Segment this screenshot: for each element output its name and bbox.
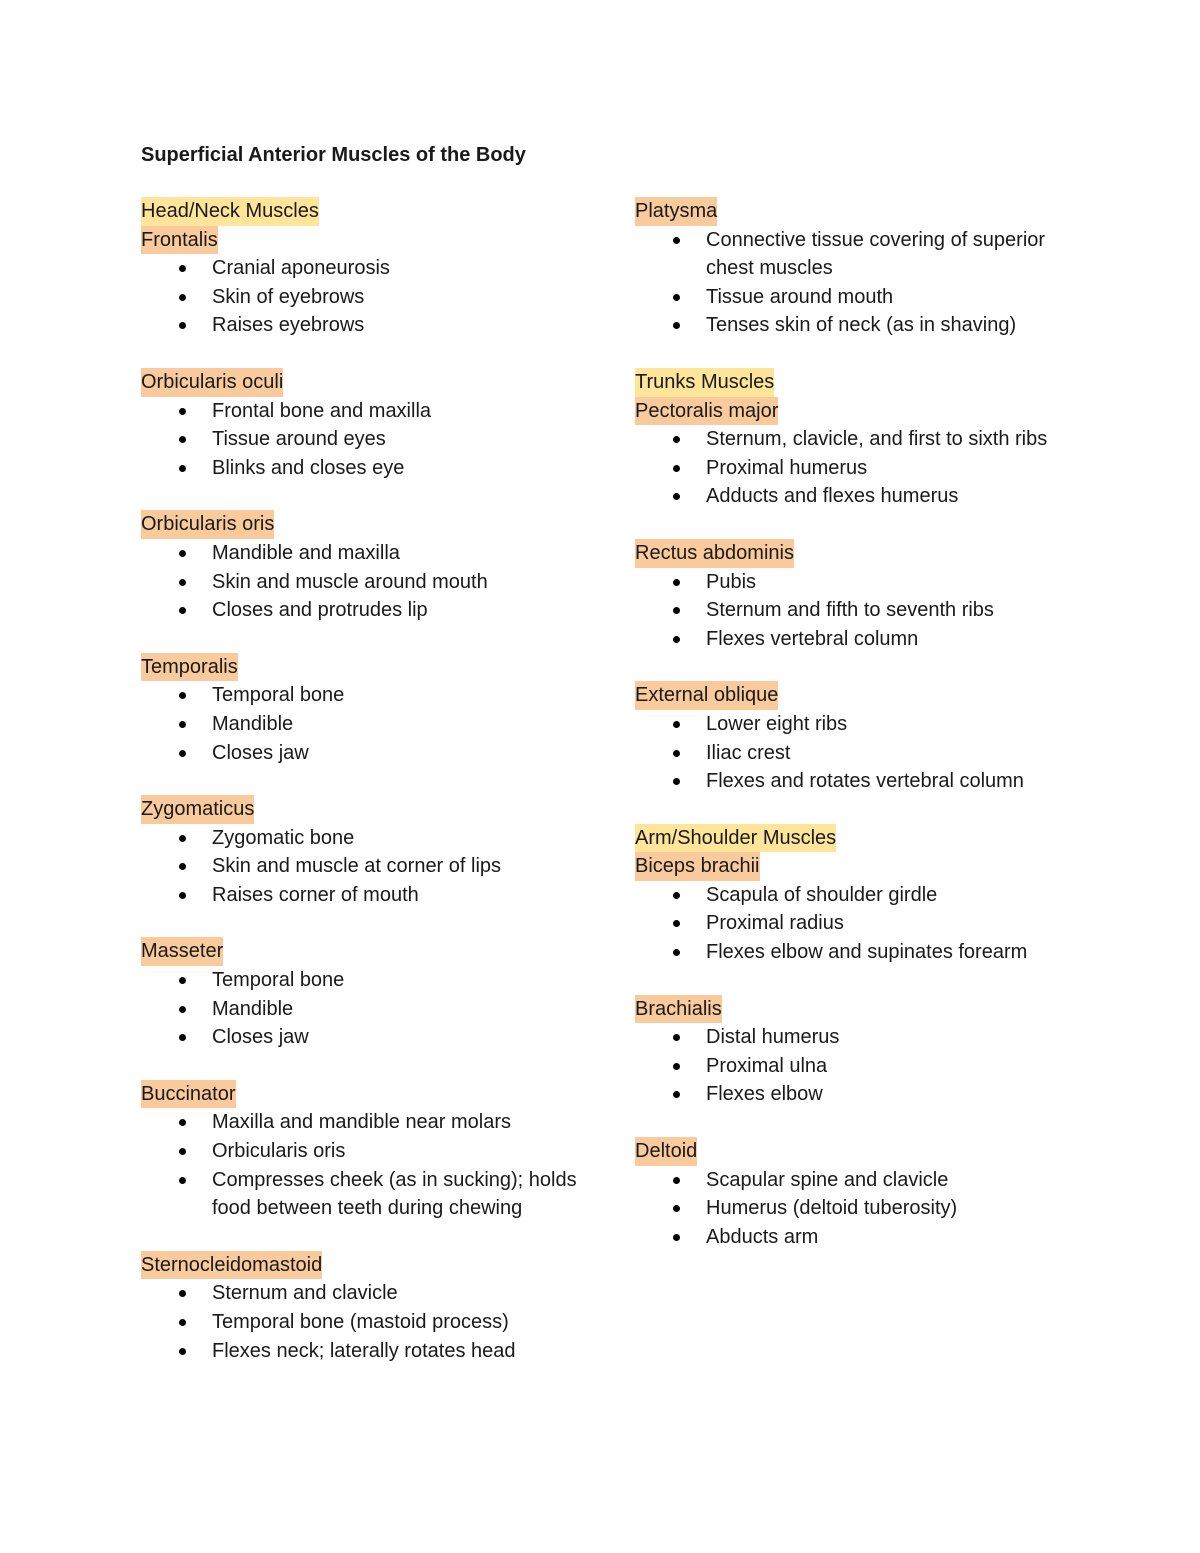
muscle-name-line bbox=[635, 197, 1075, 226]
muscle-name: Orbicularis oculi bbox=[141, 368, 283, 397]
muscle-name: Pectoralis major bbox=[635, 397, 778, 426]
muscle-name: Sternocleidomastoid bbox=[141, 1251, 322, 1280]
muscle-name-line bbox=[141, 1080, 581, 1109]
muscle-name-line bbox=[635, 995, 1075, 1024]
left-column bbox=[141, 197, 581, 1393]
list-item: Skin of eyebrows bbox=[141, 283, 581, 312]
muscle-block-zygomaticus bbox=[141, 795, 581, 909]
muscle-name-line bbox=[141, 937, 581, 966]
muscle-name-line bbox=[635, 681, 1075, 710]
list-item: Abducts arm bbox=[635, 1223, 1075, 1252]
muscle-name: Brachialis bbox=[635, 995, 722, 1024]
muscle-name-line bbox=[141, 226, 581, 255]
muscle-name: Zygomaticus bbox=[141, 795, 254, 824]
muscle-block-sternocleidomastoid bbox=[141, 1251, 581, 1365]
list-item: Scapula of shoulder girdle bbox=[635, 881, 1075, 910]
list-item: Zygomatic bone bbox=[141, 824, 581, 853]
list-item: Orbicularis oris bbox=[141, 1137, 581, 1166]
muscle-name: Frontalis bbox=[141, 226, 218, 255]
section-heading-line bbox=[635, 368, 1075, 397]
fact-list bbox=[635, 226, 1075, 340]
fact-list bbox=[635, 881, 1075, 967]
fact-list bbox=[141, 539, 581, 625]
list-item: Humerus (deltoid tuberosity) bbox=[635, 1194, 1075, 1223]
muscle-name: External oblique bbox=[635, 681, 778, 710]
list-item: Tenses skin of neck (as in shaving) bbox=[635, 311, 1075, 340]
muscle-block-orbicularis-oculi bbox=[141, 368, 581, 482]
muscle-name: Deltoid bbox=[635, 1137, 697, 1166]
muscle-block-biceps-brachii bbox=[635, 824, 1075, 967]
list-item: Connective tissue covering of superior chest muscles bbox=[635, 226, 1075, 283]
muscle-name: Platysma bbox=[635, 197, 717, 226]
muscle-name: Buccinator bbox=[141, 1080, 236, 1109]
muscle-name-line bbox=[141, 510, 581, 539]
list-item: Skin and muscle at corner of lips bbox=[141, 852, 581, 881]
muscle-name-line bbox=[635, 852, 1075, 881]
list-item: Flexes neck; laterally rotates head bbox=[141, 1337, 581, 1366]
muscle-name: Rectus abdominis bbox=[635, 539, 794, 568]
muscle-name-line bbox=[141, 368, 581, 397]
muscle-block-deltoid bbox=[635, 1137, 1075, 1251]
list-item: Temporal bone bbox=[141, 966, 581, 995]
muscle-name-line bbox=[141, 653, 581, 682]
muscle-name: Biceps brachii bbox=[635, 852, 760, 881]
muscle-block-brachialis bbox=[635, 995, 1075, 1109]
list-item: Temporal bone bbox=[141, 681, 581, 710]
list-item: Proximal radius bbox=[635, 909, 1075, 938]
list-item: Blinks and closes eye bbox=[141, 454, 581, 483]
list-item: Distal humerus bbox=[635, 1023, 1075, 1052]
list-item: Pubis bbox=[635, 568, 1075, 597]
list-item: Proximal ulna bbox=[635, 1052, 1075, 1081]
list-item: Mandible and maxilla bbox=[141, 539, 581, 568]
list-item: Flexes elbow bbox=[635, 1080, 1075, 1109]
muscle-block-pectoralis-major bbox=[635, 368, 1075, 511]
list-item: Mandible bbox=[141, 995, 581, 1024]
muscle-name-line bbox=[635, 397, 1075, 426]
muscle-block-orbicularis-oris bbox=[141, 510, 581, 624]
list-item: Adducts and flexes humerus bbox=[635, 482, 1075, 511]
fact-list bbox=[141, 1108, 581, 1222]
right-column bbox=[635, 197, 1075, 1279]
list-item: Mandible bbox=[141, 710, 581, 739]
list-item: Skin and muscle around mouth bbox=[141, 568, 581, 597]
muscle-name: Masseter bbox=[141, 937, 223, 966]
fact-list bbox=[141, 397, 581, 483]
muscle-name-line bbox=[141, 795, 581, 824]
muscle-name: Temporalis bbox=[141, 653, 238, 682]
list-item: Tissue around eyes bbox=[141, 425, 581, 454]
muscle-block-masseter bbox=[141, 937, 581, 1051]
fact-list bbox=[141, 1279, 581, 1365]
list-item: Temporal bone (mastoid process) bbox=[141, 1308, 581, 1337]
muscle-block-platysma bbox=[635, 197, 1075, 340]
fact-list bbox=[141, 824, 581, 910]
section-heading-line bbox=[635, 824, 1075, 853]
list-item: Sternum and fifth to seventh ribs bbox=[635, 596, 1075, 625]
section-heading: Head/Neck Muscles bbox=[141, 197, 319, 226]
list-item: Raises eyebrows bbox=[141, 311, 581, 340]
fact-list bbox=[141, 681, 581, 767]
list-item: Cranial aponeurosis bbox=[141, 254, 581, 283]
list-item: Raises corner of mouth bbox=[141, 881, 581, 910]
list-item: Lower eight ribs bbox=[635, 710, 1075, 739]
page-title: Superficial Anterior Muscles of the Body bbox=[141, 144, 526, 166]
muscle-block-rectus-abdominis bbox=[635, 539, 1075, 653]
section-heading: Trunks Muscles bbox=[635, 368, 774, 397]
list-item: Closes and protrudes lip bbox=[141, 596, 581, 625]
muscle-block-external-oblique bbox=[635, 681, 1075, 795]
list-item: Iliac crest bbox=[635, 739, 1075, 768]
list-item: Maxilla and mandible near molars bbox=[141, 1108, 581, 1137]
list-item: Compresses cheek (as in sucking); holds food between teeth during chewing bbox=[141, 1166, 581, 1223]
list-item: Tissue around mouth bbox=[635, 283, 1075, 312]
muscle-name-line bbox=[141, 1251, 581, 1280]
section-heading: Arm/Shoulder Muscles bbox=[635, 824, 836, 853]
fact-list bbox=[141, 966, 581, 1052]
muscle-block-frontalis bbox=[141, 197, 581, 340]
list-item: Flexes elbow and supinates forearm bbox=[635, 938, 1075, 967]
fact-list bbox=[635, 710, 1075, 796]
list-item: Sternum, clavicle, and first to sixth ribs bbox=[635, 425, 1075, 454]
muscle-name-line bbox=[635, 1137, 1075, 1166]
list-item: Sternum and clavicle bbox=[141, 1279, 581, 1308]
list-item: Scapular spine and clavicle bbox=[635, 1166, 1075, 1195]
muscle-name: Orbicularis oris bbox=[141, 510, 274, 539]
muscle-block-buccinator bbox=[141, 1080, 581, 1223]
muscle-block-temporalis bbox=[141, 653, 581, 767]
list-item: Proximal humerus bbox=[635, 454, 1075, 483]
muscle-name-line bbox=[635, 539, 1075, 568]
fact-list bbox=[635, 1023, 1075, 1109]
list-item: Closes jaw bbox=[141, 739, 581, 768]
fact-list bbox=[635, 425, 1075, 511]
fact-list bbox=[141, 254, 581, 340]
list-item: Flexes and rotates vertebral column bbox=[635, 767, 1075, 796]
list-item: Closes jaw bbox=[141, 1023, 581, 1052]
fact-list bbox=[635, 1166, 1075, 1252]
list-item: Frontal bone and maxilla bbox=[141, 397, 581, 426]
fact-list bbox=[635, 568, 1075, 654]
section-heading-line bbox=[141, 197, 581, 226]
list-item: Flexes vertebral column bbox=[635, 625, 1075, 654]
